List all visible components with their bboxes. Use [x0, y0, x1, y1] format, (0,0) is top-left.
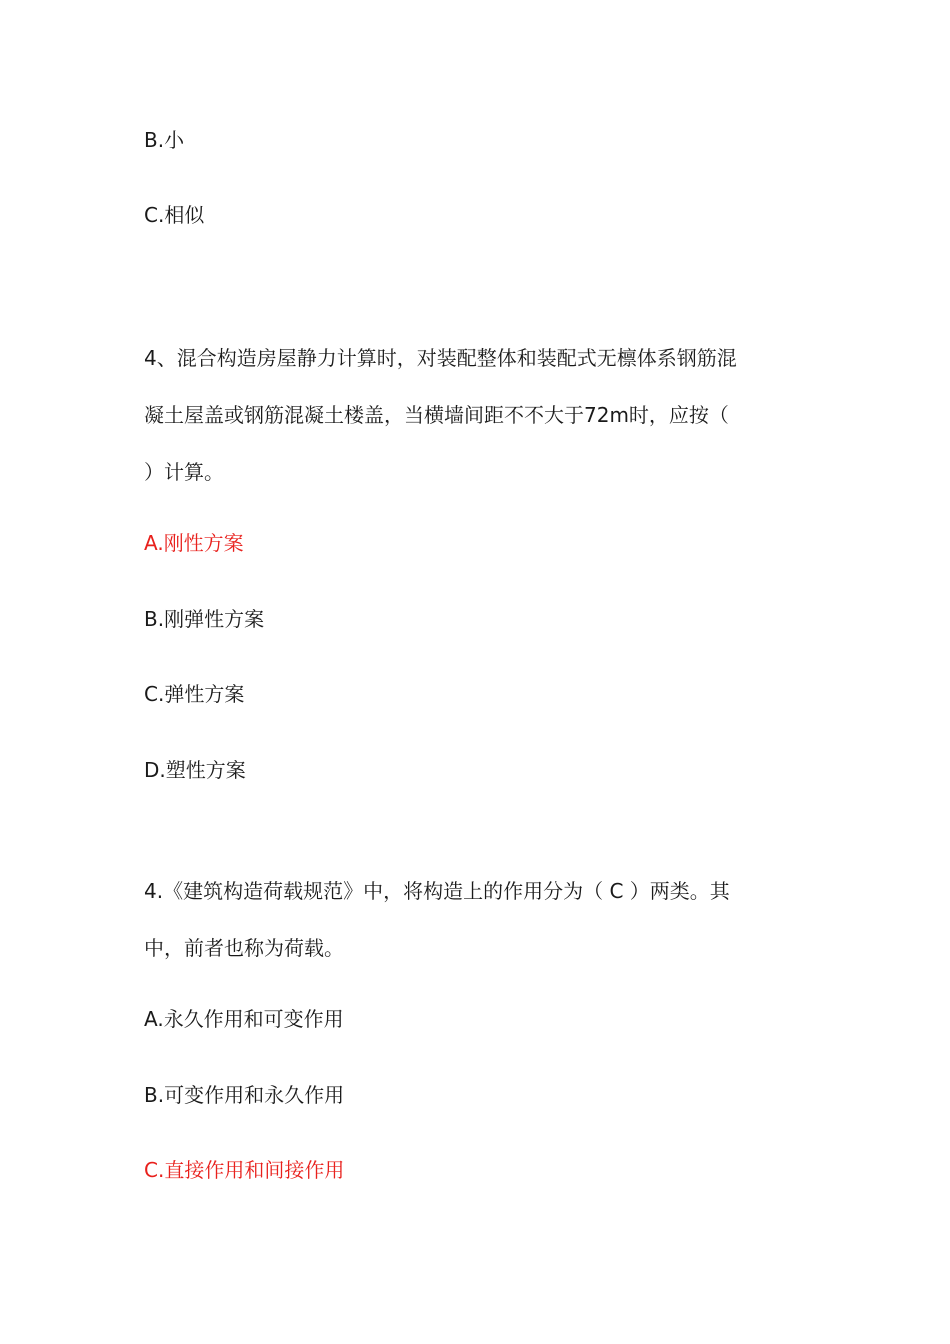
question-b-option-b: B.可变作用和永久作用: [144, 1083, 345, 1107]
option-c-prev: C.相似: [144, 203, 205, 227]
question-b-option-a: A.永久作用和可变作用: [144, 1007, 344, 1031]
question-b-option-c-correct: C.直接作用和间接作用: [144, 1158, 345, 1182]
question-a-option-d: D.塑性方案: [144, 758, 246, 782]
question-a-option-b: B.刚弹性方案: [144, 607, 265, 631]
question-a-stem-line-3: ）计算。: [144, 460, 224, 484]
question-a-stem-line-1: 4、混合构造房屋静力计算时，对装配整体和装配式无檩体系钢筋混: [144, 346, 737, 370]
question-a-option-c: C.弹性方案: [144, 682, 245, 706]
option-b-prev: B.小: [144, 128, 185, 152]
question-a-option-a-correct: A.刚性方案: [144, 531, 244, 555]
question-a-stem-line-2: 凝土屋盖或钢筋混凝土楼盖，当横墙间距不不大于72m时，应按（: [144, 403, 729, 427]
question-b-stem-line-1: 4.《建筑构造荷载规范》中，将构造上的作用分为（ C ）两类。其: [144, 879, 730, 903]
question-b-stem-line-2: 中，前者也称为荷载。: [144, 936, 344, 960]
